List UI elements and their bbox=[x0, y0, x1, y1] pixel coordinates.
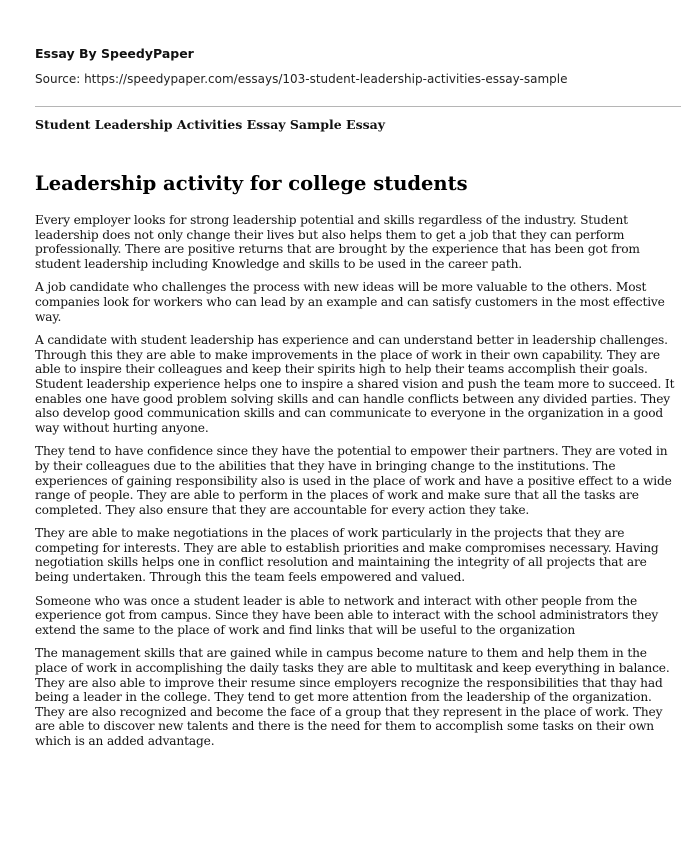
essay-title: Student Leadership Activities Essay Sample Essay bbox=[35, 117, 386, 132]
article-body bbox=[35, 213, 681, 749]
paragraph-5: They are able to make negotiations in the places of work particularly in the projects that they are competing for interests. They are able to establish priorities and make compromises necessary. Having negotiation skills helps one in conflict resolution and maintaining the integrity of all projects that are being undertaken. Through this the team feels empowered and valued. bbox=[35, 526, 659, 585]
paragraph-3: A candidate with student leadership has experience and can understand better in leadership challenges. Through this they are able to make improvements in the place of work in their own capability. They are able to inspire their colleagues and keep their spirits high to help their teams accomplish their goals. Student leadership experience helps one to inspire a shared vision and push the team more to succeed. It enables one have good problem solving skills and can handle conflicts between any divided parties. They also develop good communication skills and can communicate to everyone in the organization in a good way without hurting anyone. bbox=[35, 333, 675, 435]
paragraph-1: Every employer looks for strong leadership potential and skills regardless of the industry. Student leadership does not only change their lives but also helps them to get a job that they can perform professionally. There are positive returns that are brought by the experience that has been got from student leadership including Knowledge and skills to be used in the career path. bbox=[35, 213, 640, 271]
brand-title: Essay By SpeedyPaper bbox=[35, 46, 194, 61]
paragraph-2: A job candidate who challenges the process with new ideas will be more valuable to the others. Most companies look for workers who can lead by an example and can satisfy customers in the most effective way. bbox=[35, 280, 665, 324]
article-heading: Leadership activity for college students bbox=[35, 172, 468, 195]
header-divider bbox=[35, 106, 681, 107]
document-page bbox=[35, 0, 681, 758]
paragraph-4: They tend to have confidence since they have the potential to empower their partners. They are voted in by their colleagues due to the abilities that they have in bringing change to the institutions. The experiences of gaining responsibility also is used in the place of work and have a positive effect to a wide range of people. They are able to perform in the places of work and make sure that all the tasks are completed. They also ensure that they are accountable for every action they take. bbox=[35, 444, 672, 517]
paragraph-7: The management skills that are gained while in campus become nature to them and help them in the place of work in accomplishing the daily tasks they are able to multitask and keep everything in balance. They are also able to improve their resume since employers recognize the responsibilities that thay had being a leader in the college. They tend to get more attention from the leadership of the organization. They are also recognized and become the face of a group that they represent in the place of work. They are able to discover new talents and there is the need for them to accomplish some tasks on their own which is an added advantage. bbox=[35, 646, 670, 748]
paragraph-6: Someone who was once a student leader is able to network and interact with other people from the experience got from campus. Since they have been able to interact with the school administrators they extend the same to the place of work and find links that will be useful to the organization bbox=[35, 593, 659, 637]
source-line: Source: https://speedypaper.com/essays/103-student-leadership-activities-essay-sample bbox=[35, 72, 568, 86]
